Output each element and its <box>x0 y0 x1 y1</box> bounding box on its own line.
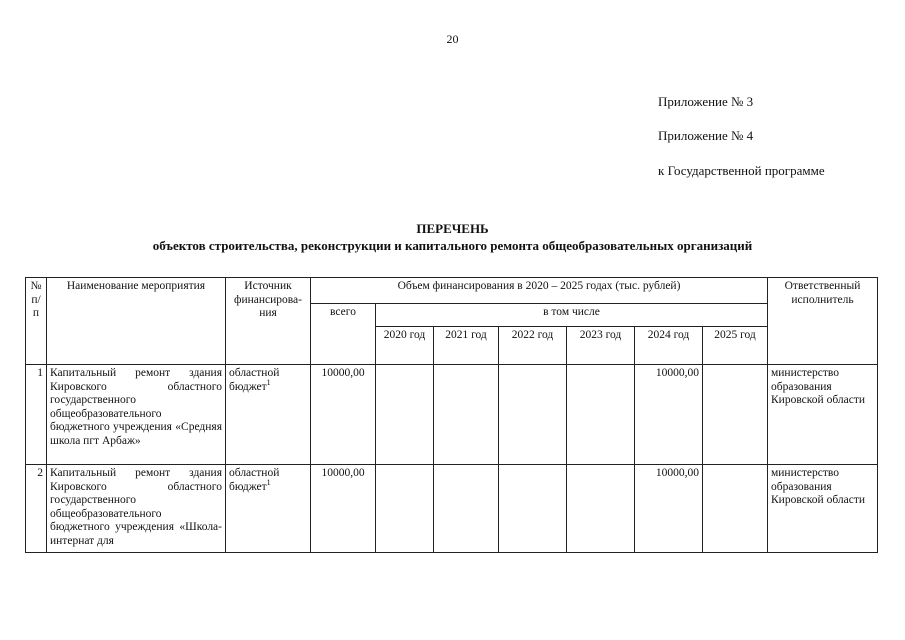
table-row <box>26 365 878 465</box>
row-year-2024: 10000,00 <box>635 365 703 465</box>
row-year-2021 <box>434 365 499 465</box>
title-subheading: объектов строительства, реконструкции и капитального ремонта общеобразовательных организаций <box>152 238 753 253</box>
header-year-2022: 2022 год <box>499 327 567 365</box>
header-including: в том числе <box>376 304 768 327</box>
row-year-2024: 10000,00 <box>635 465 703 553</box>
header-year-2023: 2023 год <box>567 327 635 365</box>
row-executor: министерство образования Кировской области <box>768 365 878 465</box>
row-year-2023 <box>567 365 635 465</box>
appendix-line-1: Приложение № 3 <box>658 94 754 109</box>
row-num: 2 <box>26 465 47 553</box>
row-total: 10000,00 <box>311 465 376 553</box>
row-source <box>226 365 311 465</box>
header-source: Источник финансирова-ния <box>226 278 311 365</box>
header-executor: Ответственный исполнитель <box>768 278 878 365</box>
row-total: 10000,00 <box>311 365 376 465</box>
row-executor: министерство образования Кировской области <box>768 465 878 553</box>
footnote-mark: 1 <box>266 377 271 387</box>
document-title <box>0 220 905 254</box>
row-source <box>226 465 311 553</box>
row-year-2022 <box>499 365 567 465</box>
page-number: 20 <box>446 32 459 46</box>
appendix-line-3: к Государственной программе <box>658 163 825 178</box>
header-year-2021: 2021 год <box>434 327 499 365</box>
row-year-2025 <box>703 365 768 465</box>
header-name: Наименование мероприятия <box>47 278 226 365</box>
footnote-mark: 1 <box>266 477 271 487</box>
objects-table <box>25 277 878 553</box>
source-text: областной бюджет <box>229 367 280 393</box>
header-total: всего <box>311 304 376 365</box>
row-year-2020 <box>376 465 434 553</box>
title-heading: ПЕРЕЧЕНЬ <box>416 221 489 236</box>
source-text: областной бюджет <box>229 467 280 493</box>
header-funding: Объем финансирования в 2020 – 2025 годах (тыс. рублей) <box>311 278 768 304</box>
appendix-line-2: Приложение № 4 <box>658 128 754 143</box>
row-year-2021 <box>434 465 499 553</box>
header-year-2020: 2020 год <box>376 327 434 365</box>
row-name: Капитальный ремонт здания Кировского областного государственного общеобразовательного бюджетного учреждения «Школа-интернат для <box>47 465 226 553</box>
table-row <box>26 465 878 553</box>
row-name: Капитальный ремонт здания Кировского областного государственного общеобразовательного бюджетного учреждения «Средняя школа пгт Арбаж» <box>47 365 226 465</box>
header-year-2024: 2024 год <box>635 327 703 365</box>
header-num: № п/п <box>26 278 47 365</box>
header-year-2025: 2025 год <box>703 327 768 365</box>
row-num: 1 <box>26 365 47 465</box>
row-year-2023 <box>567 465 635 553</box>
row-year-2022 <box>499 465 567 553</box>
row-year-2020 <box>376 365 434 465</box>
row-year-2025 <box>703 465 768 553</box>
